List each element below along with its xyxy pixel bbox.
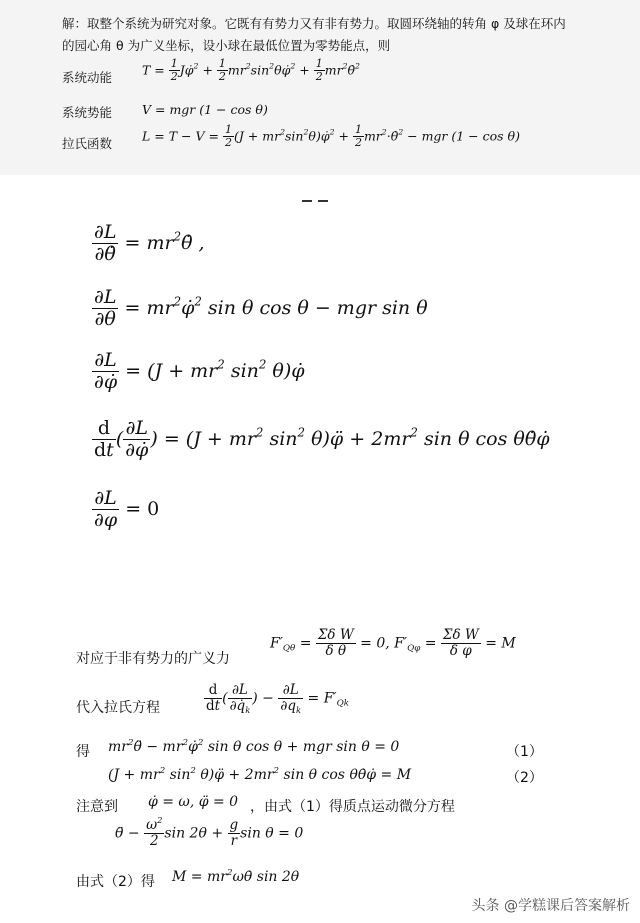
note-label: 注意到	[76, 799, 118, 815]
intro-line-1: 解：取整个系统为研究对象。它既有有势力又有非有势力。取圆环绕轴的转角 φ 及球在环内	[62, 16, 566, 31]
substitute-lagrange-label: 代入拉氏方程	[76, 700, 160, 716]
partial-L-theta: $\frac{\partial L}{\partial\theta}$ = $mr^2\varphi̇^2$ sin θ cos θ − mgr sin θ	[94, 286, 428, 331]
partial-L-phi-dot: $\frac{\partial L}{\partial\varphi̇}$ = ($J + mr^2$ $\sin^2$ θ)φ̇	[94, 349, 305, 394]
label-lagrangian: 拉氏函数	[62, 136, 113, 151]
equation-2-tag: （2）	[506, 770, 543, 786]
partial-L-theta-dot: $\frac{\partial L}{\partial\thetȧ}$ = $mr^2\thetȧ$ ,	[94, 221, 205, 266]
scan-mark	[302, 200, 312, 202]
moment-result-formula: $M = mr^2\omega\thetȧ$ sin 2θ	[172, 867, 300, 885]
note-tail: ，由式（1）得质点运动微分方程	[250, 799, 455, 815]
obtain-label: 得	[76, 744, 90, 760]
kinetic-energy-formula: T = $\frac{1}{2}$ Jφ̇$^2$ + $\frac{1}{2}$ $mr^2\sin^2\theta\varphi̇^2$ + $\frac{1}{2}$ $mr^2\thetȧ^2$	[142, 57, 360, 84]
label-kinetic-energy: 系统动能	[62, 70, 113, 85]
lagrangian-formula: L = T − V = $\frac{1}{2}$ $(J + mr^2\sin^2\theta)\varphi̇^2$ + $\frac{1}{2}$ $mr^2\cdot\thetȧ^2$ − mgr (1 − cos θ)	[142, 123, 520, 150]
generalized-force-formula: $F'_{Q\theta}$ = $\frac{\text{Σδ W}}{\text{δ θ}}$ = 0, $F'_{Q\varphi}$ = $\frac{\text{Σδ W}}{\text{δ φ}}$ = M	[270, 627, 516, 660]
scan-mark	[318, 200, 328, 202]
motion-differential-equation: θ̈ − $\frac{\omega^2}{2}$ sin 2θ + $\frac{g}{r}$ sin θ = 0	[115, 814, 304, 850]
equation-1: $mr^2\thetä$ − $mr^2\varphi̇^2$ sin θ cos θ + mgr sin θ = 0	[108, 737, 400, 755]
generalized-force-label: 对应于非有势力的广义力	[76, 651, 230, 667]
intro-line-2: 的园心角 θ 为广义坐标，设小球在最低位置为零势能点，则	[62, 38, 391, 53]
label-potential-energy: 系统势能	[62, 105, 113, 120]
partial-L-phi: $\frac{\partial L}{\partial\varphi}$ = 0	[94, 487, 160, 532]
source-watermark: 头条 @学糕课后答案解析	[471, 898, 630, 914]
equation-1-tag: （1）	[506, 744, 543, 760]
note-condition: φ̇ = ω, φ̈ = 0	[148, 794, 239, 810]
equation-2: ($J + mr^2$ $\sin^2$ θ)φ̈ + $2mr^2$ sin θ cos θθ̇φ̇ = M	[108, 765, 412, 783]
time-derivative-partial-L-phi-dot: $\frac{d}{dt}$ ( $\frac{\partial L}{\partial\varphi̇}$ ) = ($J + mr^2$ $\sin^2$ θ)φ̈ + $2mr^2$ sin θ cos θθ̇φ̇	[94, 417, 550, 462]
lagrange-equation: $\frac{d}{dt}$ ( $\frac{\partial L}{\partial q̇_k}$ ) − $\frac{\partial L}{\partial q_k}$ = $F'_{Qk}$	[206, 682, 349, 716]
from-equation-2-label: 由式（2）得	[76, 874, 155, 890]
potential-energy-formula: V = mgr (1 − cos θ)	[142, 102, 268, 117]
